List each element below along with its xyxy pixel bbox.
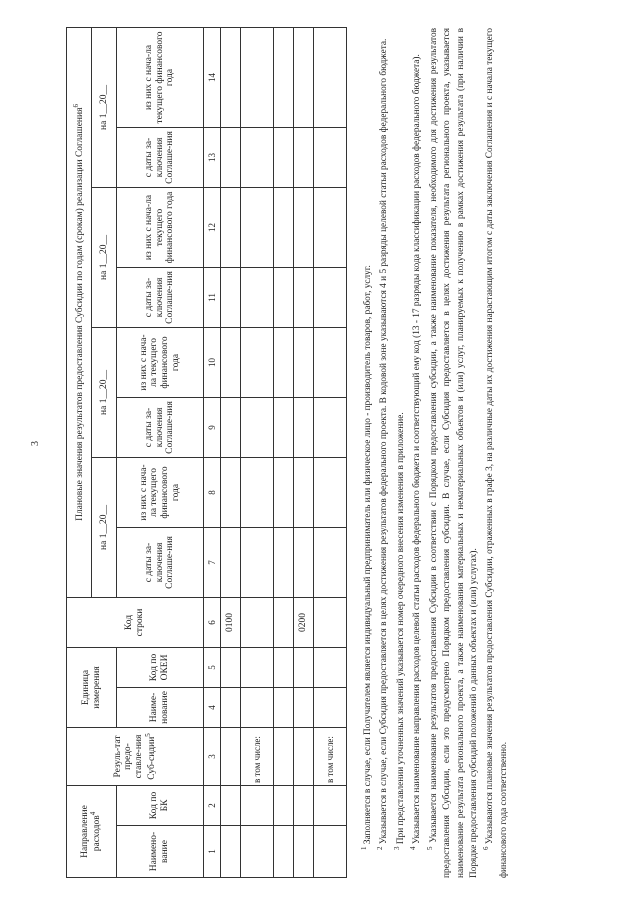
header-result: Резуль-тат предо-ставле-ния Суб-сидии$^5$ bbox=[67, 727, 204, 785]
header-period-2: на 1__20__ bbox=[92, 327, 117, 457]
header-from-year-start-1: из них с нача-ла текущего финансового года bbox=[117, 457, 204, 527]
header-period-1: на 1__20__ bbox=[92, 457, 117, 597]
column-number: 12 bbox=[204, 187, 221, 267]
header-from-signing-2: с даты за-ключения Соглаше-ния bbox=[117, 397, 204, 457]
column-number: 1 bbox=[204, 826, 221, 878]
row-code bbox=[314, 597, 347, 647]
table-row bbox=[221, 27, 241, 877]
header-expense-direction: Направление расходов$^4$ bbox=[67, 785, 117, 877]
column-number: 3 bbox=[204, 727, 221, 785]
column-number: 5 bbox=[204, 647, 221, 687]
column-number: 7 bbox=[204, 527, 221, 597]
column-number: 4 bbox=[204, 687, 221, 727]
row-label bbox=[274, 727, 294, 785]
footnote: $^4$ Указывается наименование направления расходов целевой статьи расходов федерального бюджета и соответствующий ему код (13 - 17 разряды кода классификации расходов федерального бюджета). bbox=[409, 54, 423, 850]
header-row-code: Код строки bbox=[67, 597, 204, 647]
header-expense-code: Код по БК bbox=[117, 785, 204, 825]
row-label: в том числе: bbox=[314, 727, 347, 785]
row-code bbox=[241, 597, 274, 647]
column-number: 9 bbox=[204, 397, 221, 457]
header-from-signing-1: с даты за-ключения Соглаше-ния bbox=[117, 527, 204, 597]
header-expense-name: Наимено-вание bbox=[117, 826, 204, 878]
page-number: 3 bbox=[30, 441, 41, 446]
column-number: 14 bbox=[204, 27, 221, 127]
column-number: 11 bbox=[204, 267, 221, 327]
footnote: $^3$ При представлении уточненных значений указывается номер очередного внесения изменения в приложение. bbox=[392, 412, 407, 850]
row-code: 0200 bbox=[294, 597, 314, 647]
footnote: $^1$ Заполняется в случае, если Получателем является индивидуальный предприниматель или физическое лицо - производитель товаров, работ, услуг. bbox=[360, 265, 374, 850]
table-row bbox=[274, 27, 294, 877]
footnotes bbox=[359, 28, 511, 878]
footnote: $^2$ Указывается в случае, если Субсидия предоставляется в целях достижения результатов федерального проекта. В кодовой зоне указываются 4 и 5 разряды целевой статьи расходов федерального бюджета. bbox=[376, 38, 390, 850]
header-from-signing-4: с даты за-ключения Соглаше-ния bbox=[117, 127, 204, 187]
table-row bbox=[314, 27, 347, 877]
results-table bbox=[66, 27, 347, 878]
column-number: 6 bbox=[204, 597, 221, 647]
row-label bbox=[294, 727, 314, 785]
column-number: 8 bbox=[204, 457, 221, 527]
row-code bbox=[274, 597, 294, 647]
footnote: $^6$ Указываются плановые значения результатов предоставления Субсидии, отраженных в графе 3, на различные даты их достижения нарастающим итогом с даты заключения Соглашения и с начала текущего финансового года соответственно. bbox=[482, 28, 509, 878]
column-number: 10 bbox=[204, 327, 221, 397]
rotated-page-content bbox=[66, 28, 561, 878]
header-unit-code: Код по ОКЕИ bbox=[117, 647, 204, 687]
table-row bbox=[294, 27, 314, 877]
header-from-year-start-4: из них с нача-ла текущего финансового года bbox=[117, 27, 204, 127]
row-label bbox=[221, 727, 241, 785]
footnote: $^5$ Указывается наименование результатов предоставления Субсидии в соответствии с Порядком предоставления субсидии, а также наименование показателя, необходимого для достижения результатов предоставления Субсидии, если это предусмотрено Порядком предоставления субсидии. В случае, если Субсидия предоставляется в целях достижения результата регионального проекта, указывается наименование результата регионального проекта, а также наименования материальных и нематериальных объектов и (или) услуг, планируемых к получению в рамках достижения результата (при наличии в Порядке предоставления субсидий положений о данных объектах и (или) услугах). bbox=[425, 27, 480, 878]
header-from-year-start-3: из них с нача-ла текущего финансового года bbox=[117, 187, 204, 267]
header-unit-name: Наиме-нование bbox=[117, 687, 204, 727]
column-number: 13 bbox=[204, 127, 221, 187]
row-label: в том числе: bbox=[241, 727, 274, 785]
header-from-signing-3: с даты за-ключения Соглаше-ния bbox=[117, 267, 204, 327]
header-unit: Единица измерения bbox=[67, 647, 117, 727]
header-from-year-start-2: из них с нача-ла текущего финансового года bbox=[117, 327, 204, 397]
header-period-3: на 1__20__ bbox=[92, 187, 117, 327]
column-number: 2 bbox=[204, 785, 221, 825]
row-code: 0100 bbox=[221, 597, 241, 647]
table-row bbox=[241, 27, 274, 877]
header-period-4: на 1__20__ bbox=[92, 27, 117, 187]
header-planned: Плановые значения результатов предоставления Субсидии по годам (срокам) реализации Соглашения$^6$ bbox=[67, 27, 92, 597]
